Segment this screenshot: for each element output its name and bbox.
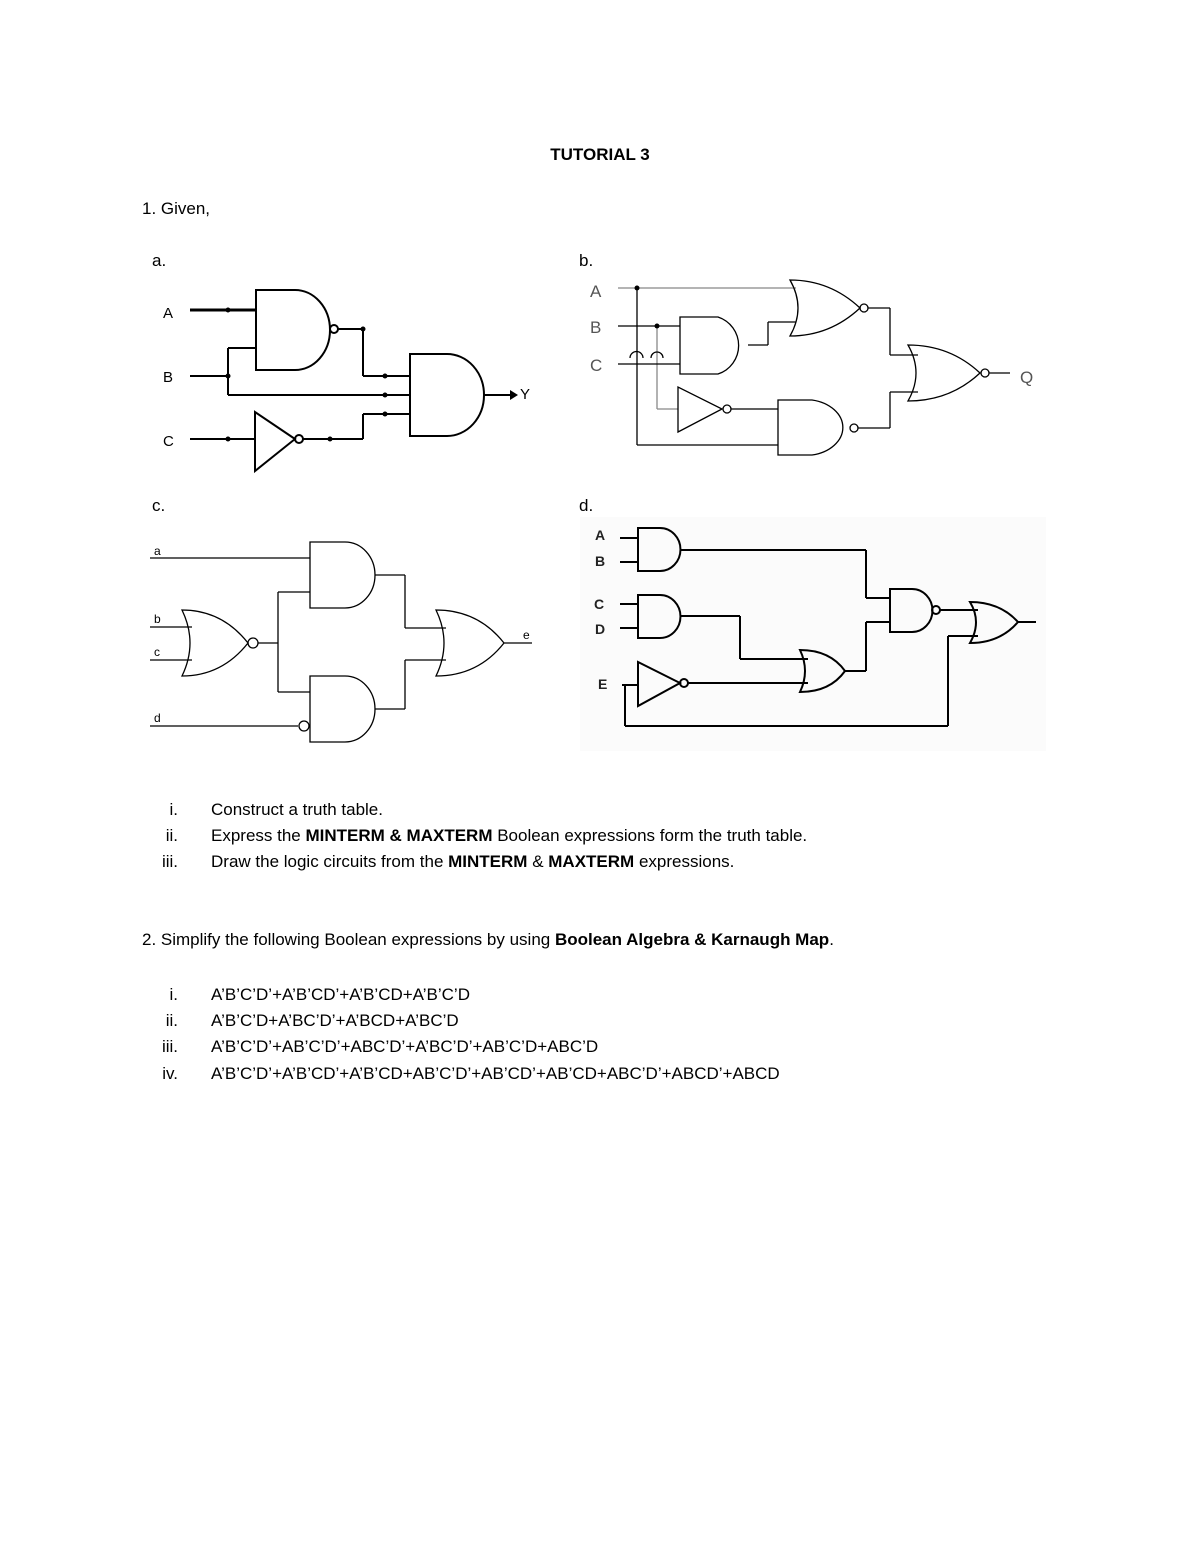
input-B-label: B bbox=[595, 553, 606, 569]
circuit-d-label: d. bbox=[579, 496, 594, 515]
input-a-label: a bbox=[154, 544, 161, 558]
list-item: ii. Express the MINTERM & MAXTERM Boolean expressions form the truth table. bbox=[165, 826, 808, 845]
input-B-label: B bbox=[163, 369, 174, 386]
input-b-label: b bbox=[154, 612, 161, 626]
circuit-b-diagram bbox=[585, 275, 1045, 460]
circuit-d-diagram bbox=[580, 517, 1046, 751]
input-A-label: A bbox=[595, 527, 606, 543]
and-gate-c-bottom bbox=[310, 676, 375, 742]
input-E-label: E bbox=[598, 676, 608, 692]
input-d-label: d bbox=[154, 711, 161, 725]
output-Y-label: Y bbox=[520, 386, 531, 403]
input-C-label: C bbox=[594, 596, 605, 612]
and-gate-a bbox=[410, 354, 484, 436]
output-Q-label: Q bbox=[1020, 368, 1034, 387]
input-B-label: B bbox=[590, 318, 602, 337]
circuit-a-label: a. bbox=[152, 251, 167, 270]
input-C-label: C bbox=[590, 356, 603, 375]
nor-gate-b bbox=[908, 345, 980, 401]
not-gate-a bbox=[255, 412, 295, 471]
nand-gate-b bbox=[778, 400, 843, 455]
output-e-label: e bbox=[523, 628, 530, 642]
question-2-heading: 2. Simplify the following Boolean expressions by using Boolean Algebra & Karnaugh Map. bbox=[142, 930, 834, 949]
not-gate-b bbox=[678, 387, 722, 432]
list-item: ii. A’B’C’D+A’BC’D’+A’BCD+A’BC’D bbox=[165, 1011, 459, 1030]
list-item: iii. A’B’C’D’+AB’C’D’+ABC’D’+A’BC’D’+AB’C’D+ABC’D bbox=[161, 1037, 599, 1056]
input-A-label: A bbox=[163, 305, 174, 322]
nand-gate-a bbox=[256, 290, 330, 370]
list-item: i. A’B’C’D’+A’B’CD’+A’B’CD+A’B’C’D bbox=[169, 985, 470, 1004]
question-1-heading: 1. Given, bbox=[142, 199, 211, 218]
circuit-c-diagram bbox=[148, 535, 543, 750]
input-c-label: c bbox=[154, 645, 160, 659]
input-C-label: C bbox=[163, 433, 174, 450]
or-gate-c bbox=[436, 610, 504, 676]
and-gate-c-top bbox=[310, 542, 375, 608]
nor-gate-c bbox=[182, 610, 248, 676]
and-gate-b bbox=[680, 317, 739, 374]
list-item: iii. Draw the logic circuits from the MINTERM & MAXTERM expressions. bbox=[161, 852, 735, 871]
or-gate-b bbox=[790, 280, 860, 336]
list-item: iv. A’B’C’D’+A’B’CD’+A’B’CD+AB’C’D’+AB’CD’+AB’CD+ABC’D’+ABCD’+ABCD bbox=[162, 1064, 780, 1083]
input-A-label: A bbox=[590, 282, 602, 301]
circuit-b-label: b. bbox=[579, 251, 594, 270]
page-title: TUTORIAL 3 bbox=[550, 145, 650, 164]
list-item: i. Construct a truth table. bbox=[169, 800, 383, 819]
input-D-label: D bbox=[595, 621, 606, 637]
circuit-c-label: c. bbox=[152, 496, 166, 515]
circuit-a-diagram bbox=[150, 275, 550, 480]
